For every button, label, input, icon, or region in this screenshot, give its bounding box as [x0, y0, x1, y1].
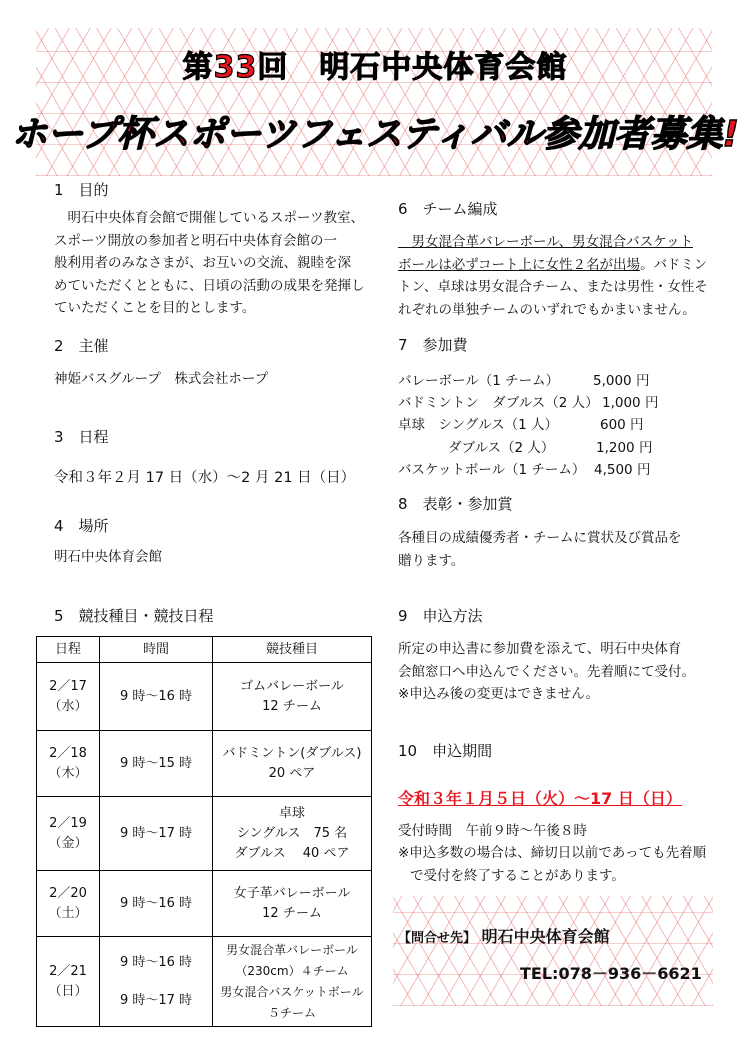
- team-text: 男女混合革バレーボール、男女混合バスケット ボールは必ずコート上に女性２名が出場。バドミン トン、卓球は男女混合チーム、または男性・女性そ れぞれの単独チームのいずれでもかまいません。: [398, 234, 708, 318]
- date-cell: 2／17 （水）: [37, 663, 100, 731]
- venue-text: 明石中央体育会館: [54, 549, 162, 565]
- event-cell: 卓球 シングルス 75 名 ダブルス 40 ペア: [213, 797, 372, 871]
- time-cell: 9 時～17 時: [100, 797, 213, 871]
- schedule-table: [36, 636, 372, 1027]
- table-row: [37, 731, 372, 797]
- table-row: [37, 871, 372, 937]
- table-row: [37, 797, 372, 871]
- award-text: 各種目の成績優秀者・チームに賞状及び賞品を 贈ります。: [398, 530, 682, 569]
- schedule-heading: 5 競技種目・競技日程: [54, 607, 214, 625]
- time-cell: 9 時～15 時: [100, 731, 213, 797]
- fees-heading: 7 参加費: [398, 336, 468, 354]
- host-heading: 2 主催: [54, 337, 109, 355]
- table-row: [37, 937, 372, 1027]
- period-heading: 10 申込期間: [398, 742, 493, 760]
- column-header: 日程: [37, 637, 100, 663]
- event-cell: 女子革バレーボール 12 チーム: [213, 871, 372, 937]
- table-header-row: [37, 637, 372, 663]
- contact-phone[interactable]: TEL:078－936－6621: [520, 964, 702, 983]
- host-text: 神姫バスグループ 株式会社ホープ: [54, 371, 269, 387]
- apply-heading: 9 申込方法: [398, 607, 483, 625]
- period-note: ※申込多数の場合は、締切日以前であっても先着順 で受付を終了することがあります。: [398, 845, 707, 884]
- event-title: ホープ杯スポーツフェスティバル参加者募集!: [11, 114, 739, 155]
- column-header: 時間: [100, 637, 213, 663]
- venue-heading: 4 場所: [54, 517, 109, 535]
- purpose-heading: 1 目的: [54, 181, 109, 199]
- date-cell: 2／18 （木）: [37, 731, 100, 797]
- dates-text: 令和３年２月 17 日（水）～2 月 21 日（日）: [54, 470, 356, 486]
- date-cell: 2／19 （金）: [37, 797, 100, 871]
- purpose-text: 明石中央体育会館で開催しているスポーツ教室、 スポーツ開放の参加者と明石中央体育会館の一 般利用者のみなさまが、お互いの交流、親睦を深 めていただくとともに、日頃の活動の成果を発揮し ていただくことを目的とします。: [54, 210, 365, 316]
- date-cell: 2／21 （日）: [37, 937, 100, 1027]
- event-cell: 男女混合革バレーボール （230cm）４チーム 男女混合バスケットボール ５チーム: [213, 937, 372, 1027]
- contact-label: 【問合せ先】: [398, 931, 477, 946]
- dates-heading: 3 日程: [54, 428, 109, 446]
- column-header: 競技種目: [213, 637, 372, 663]
- contact-box: [393, 896, 713, 1006]
- award-heading: 8 表彰・参加賞: [398, 495, 513, 513]
- contact-name: 明石中央体育会館: [481, 927, 610, 946]
- date-cell: 2／20 （土）: [37, 871, 100, 937]
- apply-text: 所定の申込書に参加費を添えて、明石中央体育 会館窓口へ申込んでください。先着順にて受付。 ※申込み後の変更はできません。: [398, 641, 695, 702]
- time-cell: 9 時～16 時: [100, 871, 213, 937]
- deadline-text: 令和３年１月５日（火）～17 日（日）: [398, 789, 682, 808]
- event-cell: バドミントン(ダブルス) 20 ペア: [213, 731, 372, 797]
- table-row: [37, 663, 372, 731]
- team-heading: 6 チーム編成: [398, 200, 498, 218]
- time-cell: 9 時～16 時: [100, 663, 213, 731]
- event-cell: ゴムバレーボール 12 チーム: [213, 663, 372, 731]
- event-subtitle: 第33回 明石中央体育会館: [182, 50, 568, 85]
- time-cell: 9 時～16 時 9 時～17 時: [100, 937, 213, 1027]
- reception-hours: 受付時間 午前９時～午後８時: [398, 823, 587, 839]
- contact-line: [398, 924, 610, 947]
